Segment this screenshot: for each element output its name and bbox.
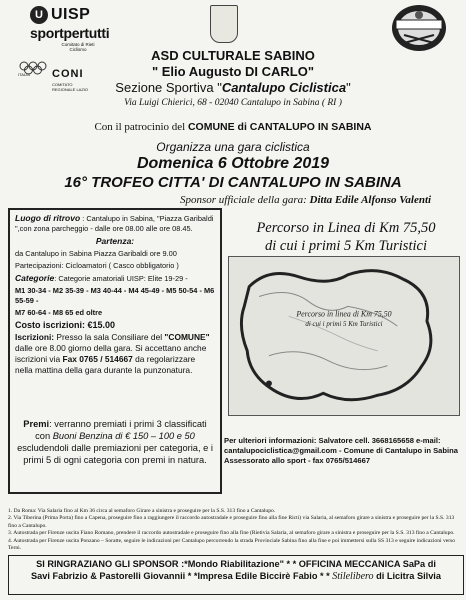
categorie-text: : Categorie amatoriali UISP: Elite 19-29 - <box>54 274 188 283</box>
categorie-row-2 <box>15 308 215 318</box>
categorie-row-1 <box>15 286 215 306</box>
section-suffix: " <box>346 80 351 95</box>
patronage-line <box>0 121 466 133</box>
event-date: Domenica 6 Ottobre 2019 <box>136 155 330 172</box>
ritrovo-title: Luogo di ritrovo <box>15 213 81 223</box>
premi-text-2: escludendoli dalle premiazioni per categoria, e i primi 5 di ogni categoria con premi in natura. <box>17 443 213 465</box>
iscrizioni-text-2: dalle ore 8.00 giorno della gara. Si accettano anche iscrizioni via <box>15 343 207 364</box>
premi-title: Premi <box>23 419 50 429</box>
partecipazioni-text: Partecipazioni: Cicloamatori ( Casco obbligatorio ) <box>15 261 179 270</box>
coni-committee: COMITATO REGIONALE LAZIO <box>52 82 89 92</box>
direction-note: 4. Autostrada per Firenze uscita Ponzano – Soratte, seguire le indicazioni per Cantalupo percorrendo la strada Provinciale Sabina fino alla fine e poi immettersi sulla SS 313 e seguire indicazioni verso Terni. <box>8 537 456 552</box>
iscrizioni-title: Iscrizioni: <box>15 332 55 342</box>
direction-note: 1. Da Roma: Via Salaria fino al Km 36 circa al semaforo Girare a sinistra e proseguire per la S.S. 313 fino a Cantalupo. <box>8 508 276 514</box>
uisp-logo <box>30 5 100 25</box>
iscrizioni-fax: Fax 0765 / 514667 <box>62 354 133 364</box>
section-name: Cantalupo Ciclistica <box>221 80 347 95</box>
sponsor-prefix: Sponsor ufficiale della gara: <box>180 194 310 206</box>
association-name: ASD CULTURALE SABINO <box>151 48 315 63</box>
map-sub: di cui i primi 5 Km Turistici <box>305 321 383 329</box>
municipal-crest-icon <box>210 5 238 43</box>
thanks-line-1: SI RINGRAZIANO GLI SPONSOR :*Mondo Riabilitazione" * * OFFICINA MECCANICA SaPa di <box>36 559 436 569</box>
sponsors-thanks-box <box>8 555 464 595</box>
partenza-title <box>15 236 215 247</box>
route-note: di cui i primi 5 Km Turistici <box>265 238 427 254</box>
route-map <box>228 256 460 416</box>
partenza-text: da Cantalupo in Sabina Piazza Garibaldi ore 9.00 <box>15 249 177 258</box>
thanks-line-2-a: Savi Fabrizio & Pastorelli Giovannii * *Impresa Edile Biccirè Fabio * * <box>31 571 333 581</box>
club-badge-icon <box>390 3 448 53</box>
race-details-box <box>8 208 222 430</box>
direction-note: 2. Via Tiberina (Prima Porta) fino a Capena, proseguire fino a raggiungere il raccordo autostradale e proseguire fino alla fine Ricti) via Salaria, al semaforo girare a sinistra e proseguire per la S.S. 313 fino a Cantalupo. <box>8 515 455 529</box>
section-prefix: Sezione Sportiva " <box>115 80 222 95</box>
direction-note: 3. Autostrada per Firenze uscita Fiano Romano, prendere il raccordo autostradale e proseguire fino alla fine (Rietivia Salaria, al semaforo girare a sinistra e proseguire per la S.S. 313 fino a Cantalupo. <box>8 530 455 537</box>
address-line: Via Luigi Chierici, 68 - 02040 Cantalupo in Sabina ( RI ) <box>124 98 342 108</box>
contact-info: Per ulteriori informazioni: Salvatore cell. 3668165658 e-mail: cantalupociclistica@gmail.com - Comune di Cantalupo in Sabina Assessorato allo sport - fax 0765/514667 <box>224 436 458 465</box>
thanks-line-2-c: di Licitra Silvia <box>373 571 441 581</box>
uisp-brand: UISP <box>51 6 91 23</box>
map-title: Percorso in linea di Km 75,50 <box>296 309 392 319</box>
ritrovo-paragraph <box>15 213 215 234</box>
coni-brand: CONI <box>52 68 84 80</box>
uisp-subbrand: sportpertutti <box>30 25 110 41</box>
thanks-line-2-b: Stilelibero <box>332 571 374 582</box>
premi-text-1: : verranno premiati i primi 3 classificati con <box>35 419 207 441</box>
categorie-row-1-text: M1 30-34 - M2 35-39 - M3 40-44 - M4 45-49 - M5 50-54 - M6 55-59 - <box>15 286 215 305</box>
costo-iscrizioni: Costo iscrizioni: €15.00 <box>15 320 116 330</box>
categorie-title: Categorie <box>15 273 55 283</box>
sports-section <box>0 80 466 95</box>
categorie-row-2-text: M7 60-64 - M8 65 ed oltre <box>15 308 103 317</box>
official-sponsor <box>180 194 431 206</box>
iscrizioni-text-3: da regolarizzare nella mattina della gara durante la punzonatura. <box>15 354 196 375</box>
patronage-name: COMUNE di CANTALUPO IN SABINA <box>187 121 372 133</box>
premi-buoni: Buoni Benzina di € 150 – 100 e 50 <box>52 431 195 441</box>
uisp-committee: Comitato di Rieti Ciclismo <box>61 42 95 52</box>
italia-label: ITALIA <box>18 72 30 77</box>
prizes-box <box>8 416 222 494</box>
route-distance: Percorso in Linea di Km 75,50 <box>256 220 436 236</box>
iscrizioni-comune: "COMUNE" <box>164 332 210 342</box>
uisp-circle-icon: U <box>30 6 48 24</box>
partenza-label: Partenza: <box>95 236 135 246</box>
organizes-line: Organizza una gara ciclistica <box>156 140 310 154</box>
iscrizioni-paragraph <box>15 332 215 376</box>
iscrizioni-text-1: Presso la sala Consiliare del <box>54 332 165 342</box>
thanks-line-2 <box>13 570 459 583</box>
ritrovo-text: : Cantalupo in Sabina, "Piazza Garibaldi ",con zona parcheggio - dalle ore 08.00 alle ore 08.45. <box>15 214 214 233</box>
directions-notes <box>8 508 462 552</box>
trophy-title: 16° TROFEO CITTA' DI CANTALUPO IN SABINA <box>64 174 402 191</box>
patronage-prefix: Con il patrocinio del <box>94 121 188 133</box>
categorie-paragraph <box>15 273 215 284</box>
association-subname: " Elio Augusto DI CARLO" <box>151 64 315 79</box>
sponsor-name: Ditta Edile Alfonso Valenti <box>309 194 432 206</box>
